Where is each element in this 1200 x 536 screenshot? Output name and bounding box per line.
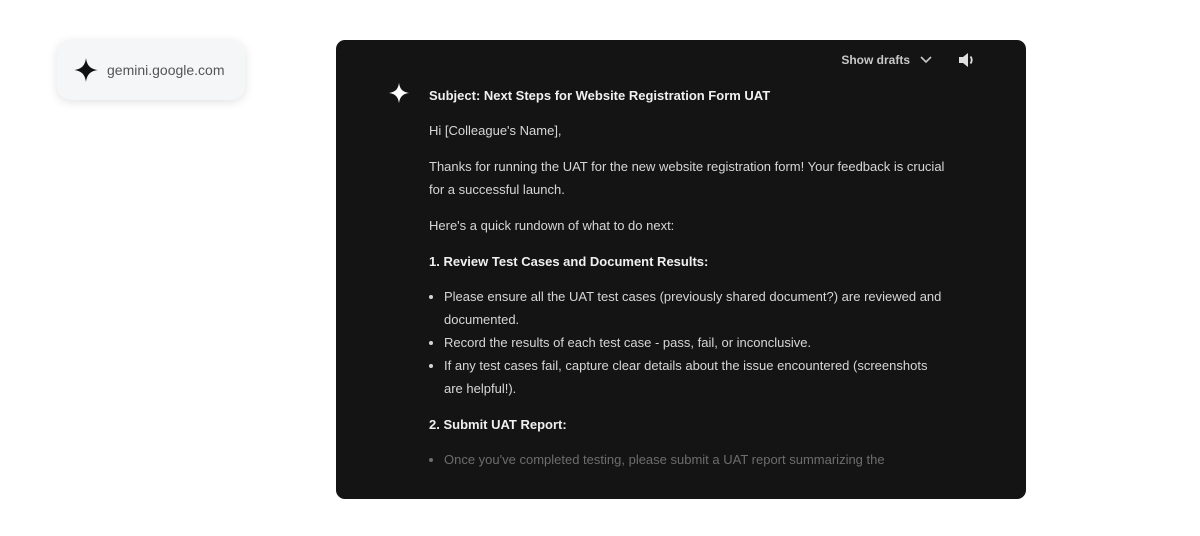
gemini-sparkle-icon <box>388 82 410 104</box>
show-drafts-button[interactable] <box>841 53 932 67</box>
list-item: • Please ensure all the UAT test cases (previously shared document?) are reviewed and documented. <box>444 285 949 331</box>
section-heading: 1. Review Test Cases and Document Results: <box>429 254 709 269</box>
gemini-sparkle-icon <box>73 57 99 83</box>
url-chip <box>57 40 245 100</box>
section-bullet-list <box>429 285 949 400</box>
chevron-down-icon <box>920 56 932 64</box>
gemini-response-panel <box>336 40 1026 499</box>
list-item: • If any test cases fail, capture clear details about the issue encountered (screenshots are helpful!). <box>444 354 949 400</box>
list-item: • Once you've completed testing, please submit a UAT report summarizing the <box>444 448 949 471</box>
section-heading: 2. Submit UAT Report: <box>429 417 567 432</box>
email-subject: Subject: Next Steps for Website Registration Form UAT <box>429 88 771 103</box>
response-content <box>429 84 949 484</box>
email-rundown: Here's a quick rundown of what to do next: <box>429 218 675 233</box>
speaker-icon[interactable] <box>958 52 976 68</box>
email-greeting: Hi [Colleague's Name], <box>429 123 562 138</box>
section-bullet-list <box>429 448 949 471</box>
response-toolbar <box>841 52 976 68</box>
list-item: • Record the results of each test case - pass, fail, or inconclusive. <box>444 331 949 354</box>
show-drafts-label: Show drafts <box>841 53 910 67</box>
url-text: gemini.google.com <box>107 62 225 78</box>
email-intro: Thanks for running the UAT for the new website registration form! Your feedback is crucial for a successful launch. <box>429 159 945 197</box>
